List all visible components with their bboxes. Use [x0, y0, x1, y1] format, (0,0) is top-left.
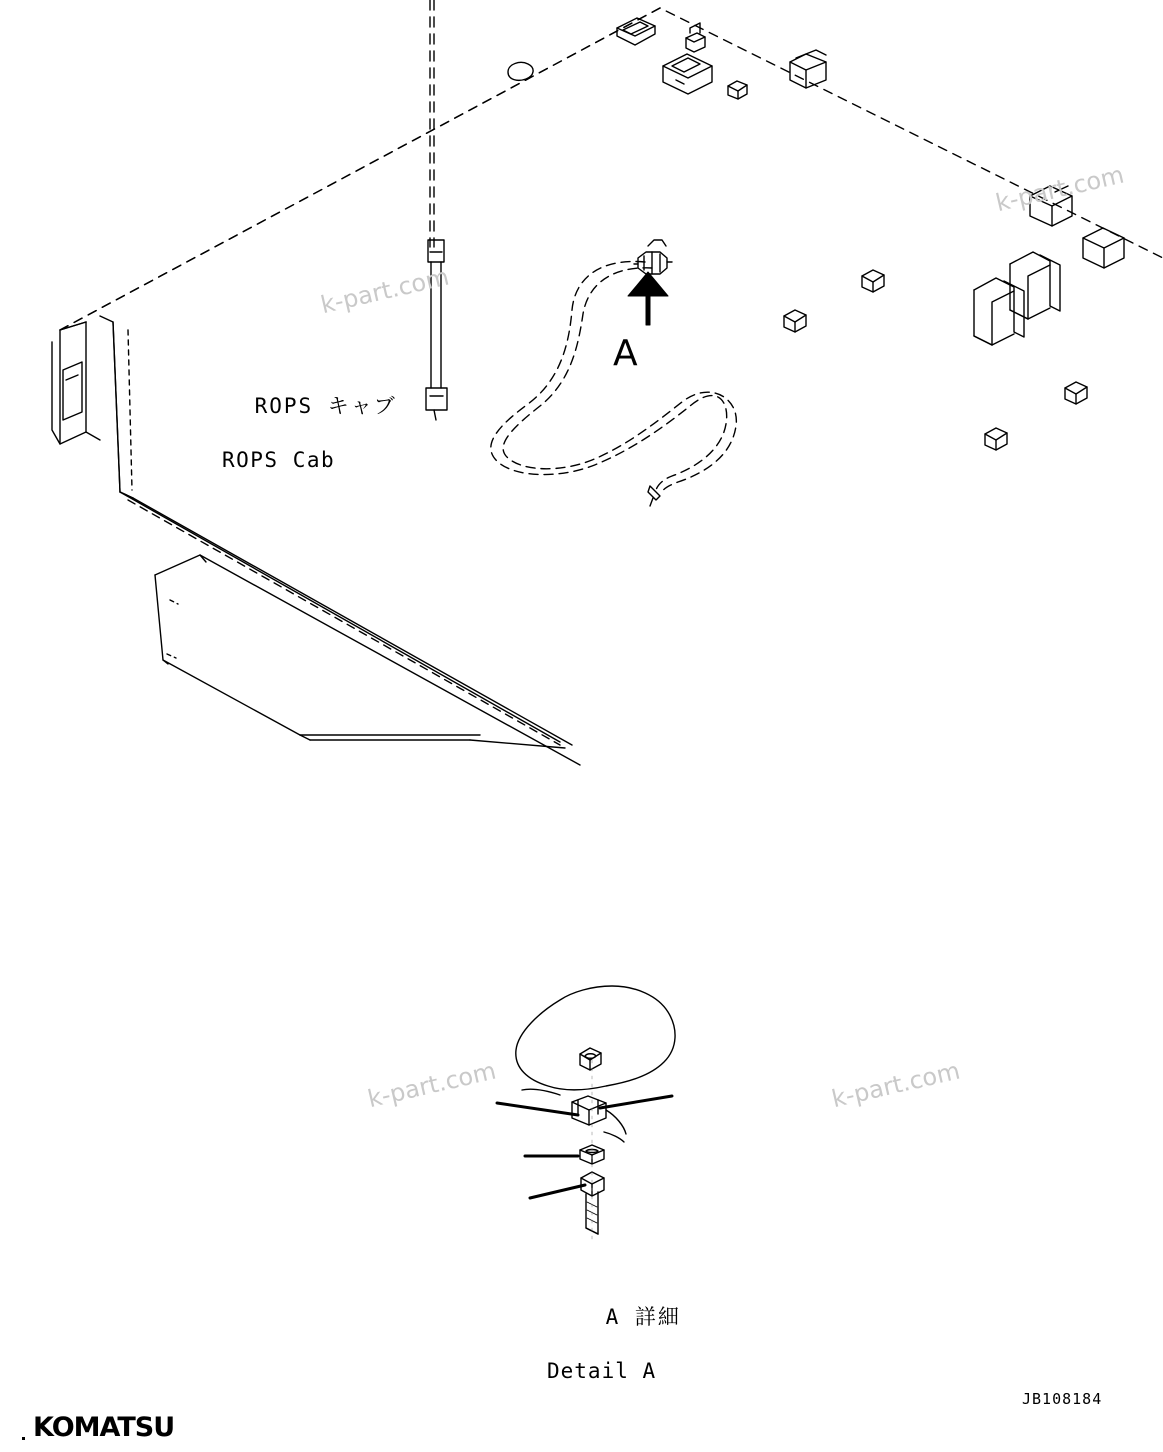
- watermark: k-part.com: [829, 1056, 963, 1114]
- corner-dot: [22, 1437, 25, 1440]
- detail-caption: [547, 1277, 681, 1439]
- detail-caption-en: Detail A: [547, 1359, 657, 1383]
- watermark: k-part.com: [365, 1056, 499, 1114]
- watermark: k-part.com: [318, 262, 452, 320]
- cab-title-en: ROPS Cab: [222, 448, 336, 472]
- detail-caption-jp: A 詳細: [605, 1305, 681, 1329]
- komatsu-logo-text: KOMATSU: [33, 1411, 175, 1443]
- cab-title-jp: ROPS キャブ: [254, 394, 397, 418]
- komatsu-logo: [31, 1412, 176, 1442]
- watermark: k-part.com: [993, 160, 1127, 218]
- cab-title-label: [196, 366, 397, 528]
- drawing-number: JB108184: [1022, 1390, 1103, 1408]
- section-marker-a: A: [613, 333, 638, 374]
